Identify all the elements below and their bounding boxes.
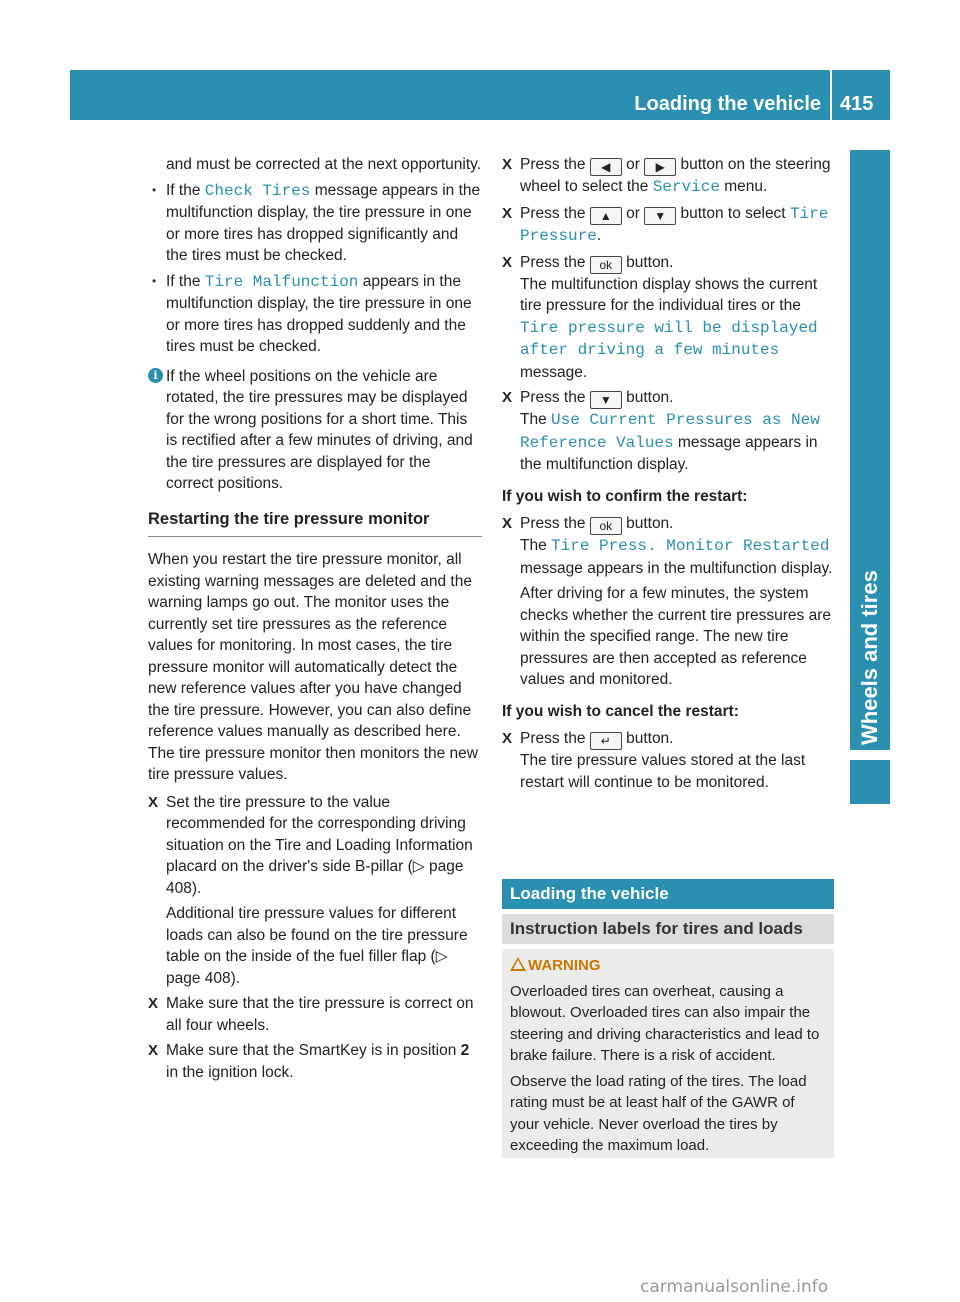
display-message: Service [652, 178, 720, 196]
left-arrow-key-icon: ◀ [590, 158, 622, 176]
step-marker-icon: X [148, 995, 159, 1012]
display-message: Tire Malfunction [204, 272, 359, 291]
step-cancel: X Press the ↵ button. The tire pressure values stored at the last restart will continue to be monitored. [502, 730, 806, 791]
display-message: Tire Press. Monitor Restarted [551, 537, 830, 555]
cancel-heading: If you wish to cancel the restart: [502, 702, 739, 720]
down-arrow-key-icon: ▼ [644, 207, 676, 225]
step-marker-icon: X [148, 793, 159, 811]
ok-key-icon: ok [590, 256, 622, 274]
header-divider [830, 70, 832, 120]
warning-text: Observe the load rating of the tires. The load rating must be at least half of the GAWR of your vehicle. Never overload the tires by exceeding the maximum load. [510, 1072, 807, 1154]
step-marker-icon: X [502, 389, 513, 406]
step-marker-icon: X [148, 1042, 159, 1059]
subsection-title-bar: Instruction labels for tires and loads [502, 914, 834, 944]
step-check-wheels: X Make sure that the tire pressure is correct on all four wheels. [148, 995, 474, 1034]
warning-triangle-icon [510, 957, 526, 971]
side-tab-marker [850, 760, 890, 804]
step-marker-icon: X [502, 156, 513, 173]
paragraph: When you restart the tire pressure monitor, all existing warning messages are deleted and the warning lamps go out. The monitor uses the currently set tire pressures as the reference values for monitoring. In most cases, the tire pressure monitor will automatically detect the new reference values after you have changed the tire pressure. However, you can also define reference values manually as described here. The tire pressure monitor then monitors the new tire pressure values. [148, 551, 478, 783]
step-select-tire-pressure: X Press the ▲ or ▼ button to select Tire Pressure. [502, 204, 829, 245]
continued-text: and must be corrected at the next opportunity. [166, 156, 482, 173]
bullet-check-tires: • If the Check Tires message appears in the multifunction display, the tire pressure in one or more tires has dropped significantly and the tires must be checked. [148, 180, 482, 267]
step-press-down: X Press the ▼ button. The Use Current Pressures as New Reference Values message appears in the multifunction display. [502, 389, 820, 473]
section-title-bar: Loading the vehicle [502, 879, 834, 909]
step-note: After driving for a few minutes, the system checks whether the current tire pressures are within the specified range. The new tire pressures are then accepted as reference values and monitored. [520, 585, 831, 688]
display-message: Tire pressure will be displayed after driving a few minutes [520, 318, 818, 359]
down-arrow-key-icon: ▼ [590, 391, 622, 409]
step-set-pressure: X Set the tire pressure to the value recommended for the corresponding driving situation on the Tire and Loading Information placard on the driver's side B-pillar (▷ page 408). [148, 793, 473, 897]
step-marker-icon: X [502, 515, 513, 532]
header-title: Loading the vehicle [634, 93, 821, 115]
step-marker-icon: X [502, 730, 513, 747]
ok-key-icon: ok [590, 517, 622, 535]
step-press-ok: X Press the ok button. The multifunction display shows the current tire pressure for the individual tires or the Tire pressure will be displayed after driving a few minutes message. [502, 253, 818, 381]
display-message: Check Tires [204, 181, 311, 200]
step-select-service: X Press the ◀ or ▶ button on the steering wheel to select the Service menu. [502, 156, 831, 196]
step-confirm: X Press the ok button. The Tire Press. Monitor Restarted message appears in the multifunction display. [502, 515, 833, 577]
section-heading: Restarting the tire pressure monitor [148, 509, 482, 538]
step-smartkey: X Make sure that the SmartKey is in position 2 in the ignition lock. [148, 1042, 470, 1081]
page-number: 415 [840, 93, 874, 115]
info-icon: i [148, 368, 163, 383]
step-marker-icon: X [502, 253, 513, 271]
left-column [148, 154, 482, 1087]
page-header [70, 70, 890, 120]
warning-header: WARNING [510, 955, 826, 977]
display-message: Tire Pressure [520, 204, 829, 245]
up-arrow-key-icon: ▲ [590, 207, 622, 225]
back-key-icon: ↵ [590, 732, 622, 750]
watermark: carmanualsonline.info [640, 1277, 829, 1297]
info-note: i If the wheel positions on the vehicle are rotated, the tire pressures may be displayed for the wrong positions for a short time. This is rectified after a few minutes of driving, and the tire pressures are displayed for the correct positions. [148, 366, 482, 495]
bullet-tire-malfunction: • If the Tire Malfunction appears in the multifunction display, the tire pressure in one or more tires has dropped suddenly and the tires must be checked. [148, 271, 482, 358]
warning-text: Overloaded tires can overheat, causing a blowout. Overloaded tires can also impair the steering and driving characteristics and lead to brake failure. There is a risk of accident. [510, 982, 820, 1064]
display-message: Use Current Pressures as New Reference Values [520, 411, 820, 452]
right-arrow-key-icon: ▶ [644, 158, 676, 176]
side-tab-label: Wheels and tires [857, 570, 882, 745]
warning-box [502, 949, 834, 1158]
right-column [502, 154, 836, 797]
step-note: Additional tire pressure values for different loads can also be found on the tire pressure table on the inside of the fuel filler flap (▷ page 408). [166, 905, 468, 987]
confirm-heading: If you wish to confirm the restart: [502, 487, 748, 505]
step-marker-icon: X [502, 204, 513, 222]
